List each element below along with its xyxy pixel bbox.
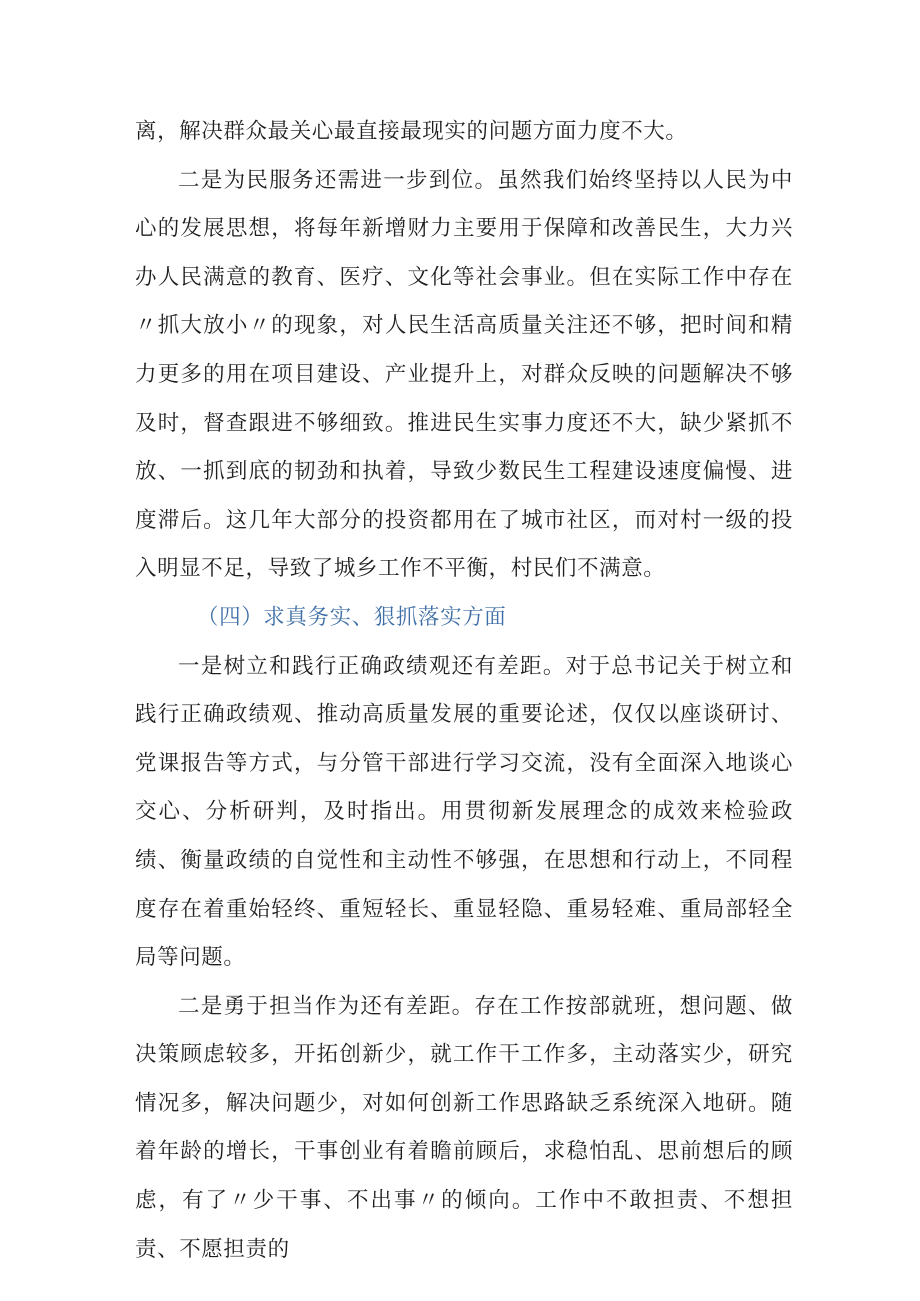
document-body bbox=[135, 108, 793, 1274]
section-heading: （四）求真务实、狠抓落实方面 bbox=[197, 604, 507, 630]
paragraph-continuation: 离，解决群众最关心最直接最现实的问题方面力度不大。 bbox=[135, 119, 688, 144]
paragraph-service-to-people: 二是为民服务还需进一步到位。虽然我们始终坚持以人民为中心的发展思想，将每年新增财力主要用于保障和改善民生，大力兴办人民满意的教育、医疗、文化等社会事业。但在实际工作中存在〃抓大放小〃的现象，对人民生活高质量关注还不够，把时间和精力更多的用在项目建设、产业提升上，对群众反映的问题解决不够及时，督查跟进不够细致。推进民生实事力度还不大，缺少紧抓不放、一抓到底的韧劲和执着，导致少数民生工程建设速度偏慢、进度滞后。这几年大部分的投资都用在了城市社区，而对村一级的投入明显不足，导致了城乡工作不平衡，村民们不满意。 bbox=[135, 167, 793, 582]
paragraph-performance-view: 一是树立和践行正确政绩观还有差距。对于总书记关于树立和践行正确政绩观、推动高质量发展的重要论述，仅仅以座谈研讨、党课报告等方式，与分管干部进行学习交流，没有全面深入地谈心交心、分析研判，及时指出。用贯彻新发展理念的成效来检验政绩、衡量政绩的自觉性和主动性不够强，在思想和行动上，不同程度存在着重始轻终、重短轻长、重显轻隐、重易轻难、重局部轻全局等问题。 bbox=[135, 653, 793, 971]
paragraph-responsibility: 二是勇于担当作为还有差距。存在工作按部就班，想问题、做决策顾虑较多，开拓创新少，就工作干工作多，主动落实少，研究情况多，解决问题少，对如何创新工作思路缺乏系统深入地研。随着年龄的增长，干事创业有着瞻前顾后，求稳怕乱、思前想后的顾虑，有了〃少干事、不出事〃的倾向。工作中不敢担责、不想担责、不愿担责的 bbox=[135, 993, 793, 1262]
